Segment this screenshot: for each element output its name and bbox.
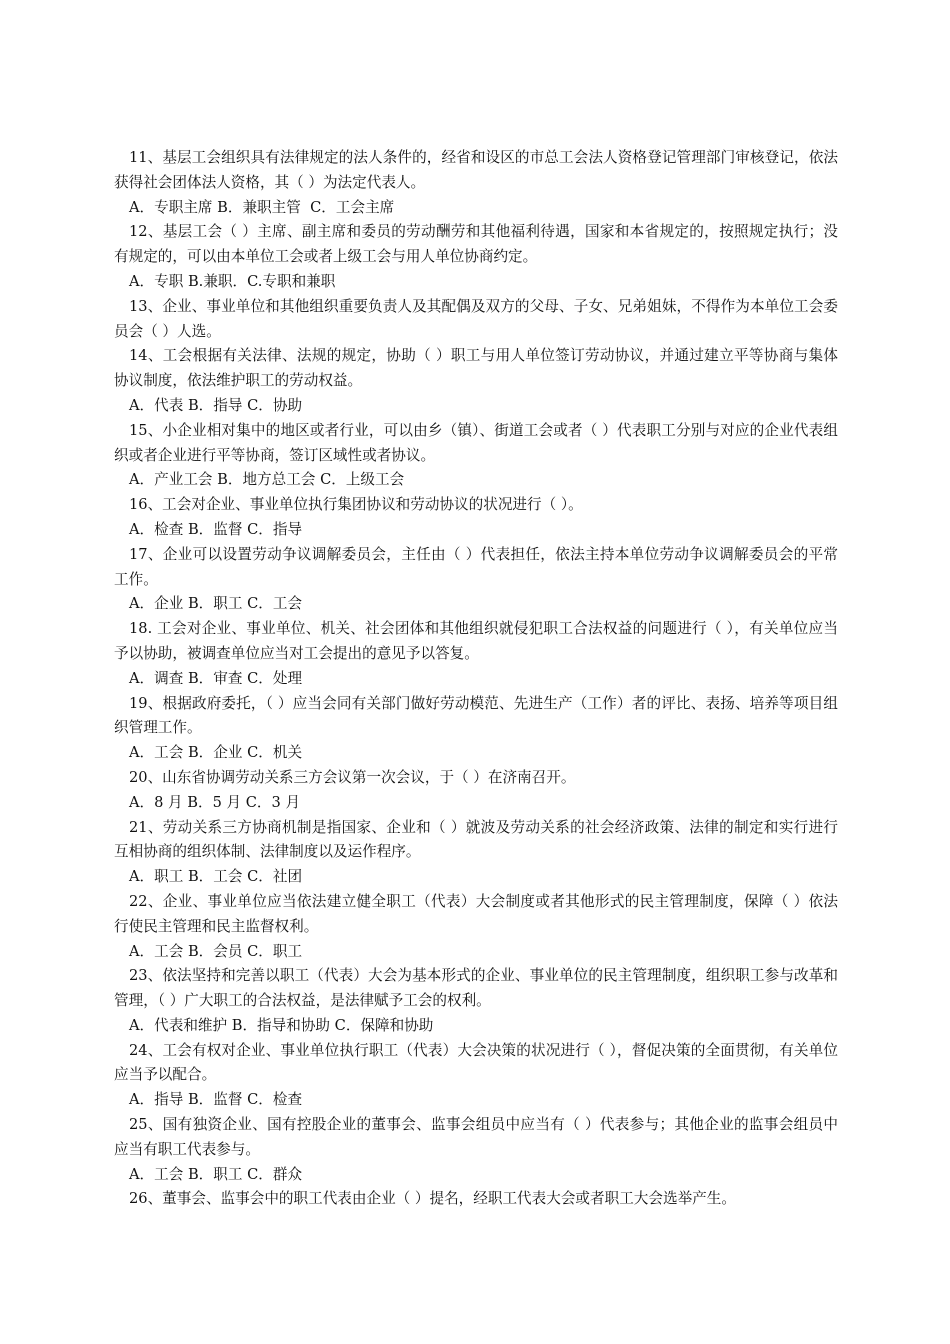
question-23-options: A．代表和维护 B．指导和协助 C．保障和协助: [129, 1016, 434, 1034]
question-19-options: A．工会 B．企业 C．机关: [129, 744, 303, 762]
question-11-options: A．专职主席 B．兼职主管 C．工会主席: [129, 198, 395, 216]
question-12: 12、基层工会（ ）主席、副主席和委员的劳动酬劳和其他福利待遇，国家和本省规定的，按照规定执行；没有规定的，可以由本单位工会或者上级工会与用人单位协商约定。: [114, 223, 838, 266]
question-23: 23、依法坚持和完善以职工（代表）大会为基本形式的企业、事业单位的民主管理制度，组织职工参与改革和管理，（ ）广大职工的合法权益，是法律赋予工会的权利。: [114, 967, 838, 1010]
question-17-options: A．企业 B．职工 C．工会: [129, 595, 303, 613]
question-24-options: A．指导 B．监督 C．检查: [129, 1091, 303, 1109]
question-14-options: A．代表 B．指导 C．协助: [129, 396, 303, 414]
question-16: 16、工会对企业、事业单位执行集团协议和劳动协议的状况进行（ ）。: [129, 496, 583, 514]
question-25-options: A．工会 B．职工 C．群众: [129, 1165, 303, 1183]
question-25: 25、国有独资企业、国有控股企业的董事会、监事会组员中应当有（ ）代表参与；其他企业的监事会组员中应当有职工代表参与。: [114, 1116, 838, 1158]
question-list: [114, 146, 838, 1212]
question-17: 17、企业可以设置劳动争议调解委员会，主任由（ ）代表担任，依法主持本单位劳动争议调解委员会的平常工作。: [114, 545, 838, 588]
question-13: 13、企业、事业单位和其他组织重要负责人及其配偶及双方的父母、子女、兄弟姐妹，不得作为本单位工会委员会（ ）人选。: [114, 297, 838, 340]
question-18-options: A．调查 B．审查 C．处理: [129, 669, 303, 687]
question-22: 22、企业、事业单位应当依法建立健全职工（代表）大会制度或者其他形式的民主管理制度，保障（ ）依法行使民主管理和民主监督权利。: [114, 892, 838, 935]
question-14: 14、工会根据有关法律、法规的规定，协助（ ）职工与用人单位签订劳动协议，并通过建立平等协商与集体协议制度，依法维护职工的劳动权益。: [114, 347, 838, 390]
question-19: 19、根据政府委托，（ ）应当会同有关部门做好劳动模范、先进生产（工作）者的评比、表扬、培养等项目组织管理工作。: [114, 694, 838, 737]
question-18: 18. 工会对企业、事业单位、机关、社会团体和其他组织就侵犯职工合法权益的问题进行（ ），有关单位应当予以协助，被调查单位应当对工会提出的意见予以答复。: [114, 620, 838, 662]
question-26: 26、董事会、监事会中的职工代表由企业（ ）提名，经职工代表大会或者职工大会选举产生。: [129, 1190, 736, 1208]
question-15: 15、小企业相对集中的地区或者行业，可以由乡（镇）、街道工会或者（ ）代表职工分别与对应的企业代表组织或者企业进行平等协商，签订区域性或者协议。: [114, 421, 838, 464]
question-20: 20、山东省协调劳动关系三方会议第一次会议，于（ ）在济南召开。: [129, 768, 576, 786]
question-12-options: A．专职 B.兼职．C.专职和兼职: [129, 272, 336, 290]
question-16-options: A．检查 B．监督 C．指导: [129, 520, 303, 538]
question-22-options: A．工会 B．会员 C．职工: [129, 942, 303, 960]
question-15-options: A．产业工会 B．地方总工会 C．上级工会: [129, 471, 405, 489]
question-11: 11、基层工会组织具有法律规定的法人条件的，经省和设区的市总工会法人资格登记管理部门审核登记，依法获得社会团体法人资格，其（ ）为法定代表人。: [114, 149, 838, 191]
question-20-options: A．8 月 B．5 月 C．3 月: [129, 793, 301, 811]
question-24: 24、工会有权对企业、事业单位执行职工（代表）大会决策的状况进行（ ），督促决策的全面贯彻，有关单位应当予以配合。: [114, 1041, 838, 1084]
question-21-options: A．职工 B．工会 C．社团: [129, 868, 303, 886]
question-21: 21、劳动关系三方协商机制是指国家、企业和（ ）就波及劳动关系的社会经济政策、法律的制定和实行进行互相协商的组织体制、法律制度以及运作程序。: [114, 818, 838, 861]
